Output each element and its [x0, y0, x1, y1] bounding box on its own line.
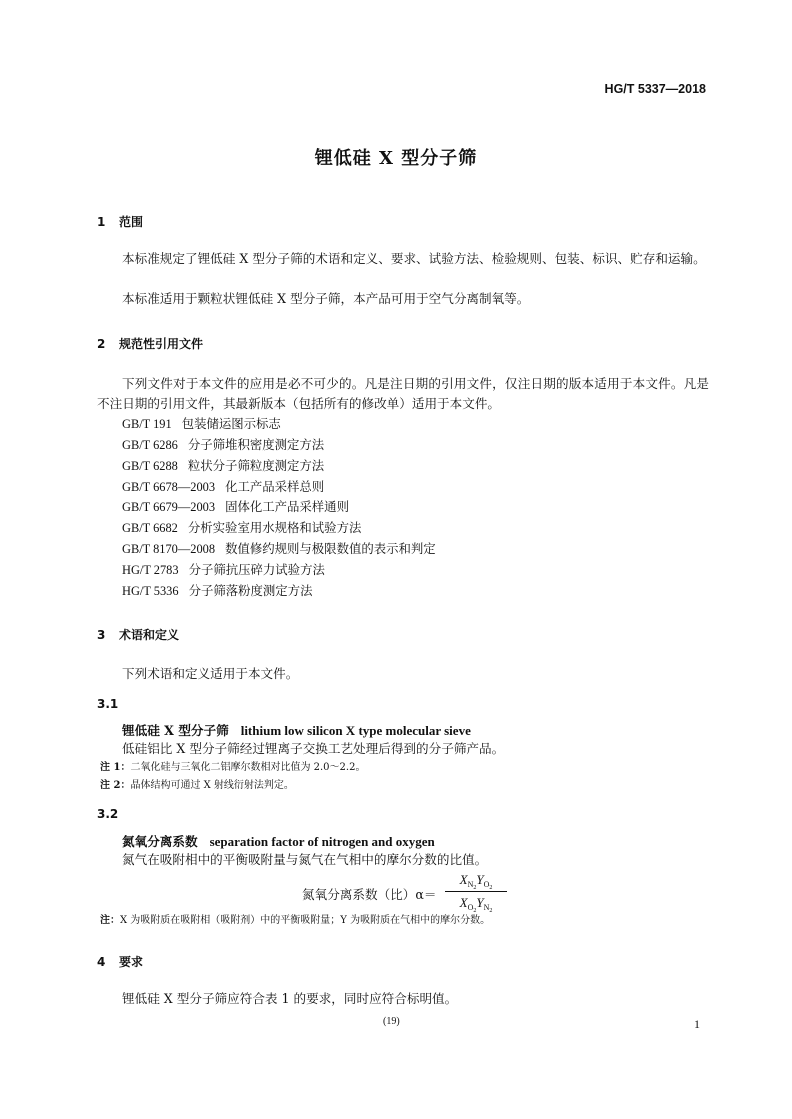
reference-code: GB/T 6286 [122, 438, 178, 452]
reference-item [122, 581, 312, 601]
formula-numerator: $X_{N_2}Y_{O_2}$ [459, 872, 493, 891]
formula-label: 氮氧分离系数（比）α＝ [302, 887, 437, 902]
reference-item [122, 518, 361, 538]
section-3-heading [97, 626, 179, 643]
footer-sequence: (19) [383, 1016, 400, 1027]
term-chinese: 氮氧分离系数 [122, 834, 198, 849]
section-number: 2 [97, 337, 106, 351]
section-title: 术语和定义 [119, 628, 180, 642]
reference-code: GB/T 6678—2003 [122, 480, 216, 494]
reference-item [122, 539, 436, 559]
reference-code: GB/T 191 [122, 417, 172, 431]
term-chinese: 锂低硅 X 型分子筛 [122, 723, 229, 738]
paragraph: 本标准适用于颗粒状锂低硅 X 型分子筛，本产品可用于空气分离制氧等。 [122, 291, 530, 306]
reference-code: GB/T 6288 [122, 459, 178, 473]
term-number: 3.1 [97, 697, 119, 711]
page-number: 1 [694, 1017, 700, 1031]
reference-title: 化工产品采样总则 [225, 479, 325, 494]
note-text: 晶体结构可通过 X 射线衍射法判定。 [130, 780, 294, 791]
reference-item [122, 560, 325, 580]
formula-denominator: $X_{O_2}Y_{N_2}$ [459, 895, 493, 914]
term-english: lithium low silicon X type molecular sieve [240, 723, 471, 738]
section-title: 规范性引用文件 [119, 337, 204, 351]
fraction-bar [445, 891, 507, 892]
note-label: 注 2： [100, 780, 131, 791]
section-4-heading [97, 953, 143, 970]
note [100, 913, 490, 929]
term-english: separation factor of nitrogen and oxygen [209, 834, 435, 849]
paragraph: 锂低硅 X 型分子筛应符合表 1 的要求，同时应符合标明值。 [122, 991, 458, 1006]
reference-item [122, 497, 349, 517]
section-number: 1 [97, 215, 106, 229]
paragraph: 本标准规定了锂低硅 X 型分子筛的术语和定义、要求、试验方法、检验规则、包装、标识、贮存和运输。 [122, 251, 706, 266]
note-text: X 为吸附质在吸附相（吸附剂）中的平衡吸附量；Y 为吸附质在气相中的摩尔分数。 [120, 915, 491, 926]
section-title: 范围 [119, 215, 144, 229]
term-entry [122, 831, 435, 850]
reference-code: HG/T 5336 [122, 584, 179, 598]
section-title: 要求 [119, 955, 144, 969]
reference-item [122, 414, 281, 434]
term-entry [122, 720, 471, 739]
reference-title: 粒状分子筛粒度测定方法 [187, 458, 325, 473]
note [100, 778, 294, 794]
section-number: 3 [97, 628, 106, 642]
reference-code: GB/T 8170—2008 [122, 542, 216, 556]
reference-code: HG/T 2783 [122, 563, 179, 577]
reference-title: 分子筛抗压碎力试验方法 [188, 562, 325, 577]
reference-code: GB/T 6682 [122, 521, 178, 535]
reference-title: 分子筛落粉度测定方法 [188, 583, 313, 598]
reference-title: 分子筛堆积密度测定方法 [187, 437, 325, 452]
term-number: 3.2 [97, 807, 119, 821]
document-title: 锂低硅 X 型分子筛 [314, 148, 478, 169]
reference-item [122, 456, 324, 476]
standard-number: HG/T 5337—2018 [604, 82, 706, 96]
section-2-heading [97, 335, 203, 352]
reference-item [122, 477, 324, 497]
reference-code: GB/T 6679—2003 [122, 500, 216, 514]
note-text: 二氧化硅与三氧化二铝摩尔数相对比值为 2.0～2.2。 [130, 762, 366, 773]
note-label: 注： [100, 915, 120, 926]
note [100, 760, 365, 776]
reference-title: 包装储运图示标志 [181, 416, 281, 431]
section-1-heading [97, 213, 143, 230]
reference-title: 固体化工产品采样通则 [225, 499, 349, 514]
reference-title: 数值修约规则与极限数值的表示和判定 [225, 541, 436, 556]
note-label: 注 1： [100, 762, 131, 773]
reference-item [122, 435, 324, 455]
paragraph: 下列文件对于本文件的应用是必不可少的。凡是注日期的引用文件，仅注日期的版本适用于本文件。凡是不注日期的引用文件，其最新版本（包括所有的修改单）适用于本文件。 [97, 376, 709, 411]
reference-title: 分析实验室用水规格和试验方法 [187, 520, 362, 535]
term-definition: 低硅铝比 X 型分子筛经过锂离子交换工艺处理后得到的分子筛产品。 [122, 741, 505, 756]
section-number: 4 [97, 955, 106, 969]
term-definition: 氮气在吸附相中的平衡吸附量与氮气在气相中的摩尔分数的比值。 [122, 852, 488, 867]
formula-fraction [445, 870, 507, 913]
paragraph: 下列术语和定义适用于本文件。 [122, 666, 299, 681]
